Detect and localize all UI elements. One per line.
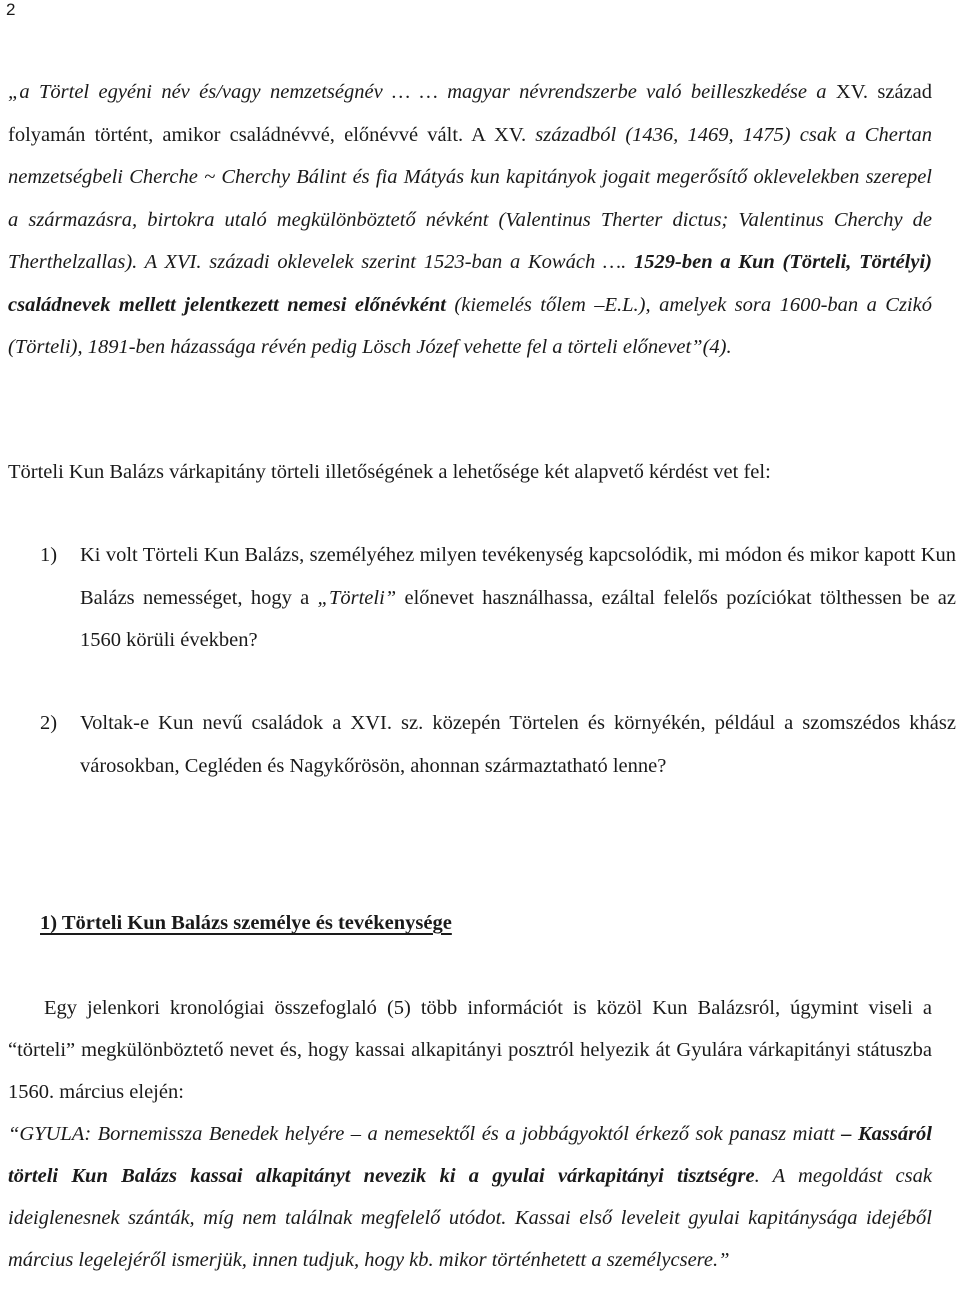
question-1-text <box>80 534 956 662</box>
question-1-text-before: Ki volt Törteli Kun Balázs, személyéhez milyen tevékenység kapcsolódik, mi módon és mikor kapott Kun Balázs nemességet, hogy a <box>80 544 956 609</box>
quote2-bold-text: – Kassáról törteli Kun Balázs kassai alkapitányt nevezik ki a gyulai várkapitányi tisztségre <box>8 1123 932 1187</box>
quote-paragraph-2 <box>8 1113 932 1281</box>
quote2-opening: “GYULA: Bornemissza Benedek helyére – a nemesektől és a jobbágyoktól érkező sok panasz miatt <box>8 1123 842 1145</box>
question-1-text-after: előnevet használhassa, ezáltal felelős pozíciókat tölthessen be az 1560 körüli években? <box>80 586 957 651</box>
question-1-number: 1) <box>40 544 58 566</box>
quote1-upright-text: XV. század folyamán történt, amikor családnévvé, előnévvé vált. A XV. <box>8 81 932 146</box>
quote1-continuation: századból (1436, 1469, 1475) csak a Chertan nemzetségbeli Cherche ~ Cherchy Bálint és fia Mátyás kun kapitányok jogait megerősítő oklevelekben szerepel a származásra, birtokra utaló megkülönböztető névként (Valentinus Therter dictus; Valentinus Cherchy de Therthelzallas). A XVI. századi oklevelek szerint 1523-ban a Kowách …. <box>8 123 932 273</box>
question-1-emphasis: „Törteli” <box>317 586 397 609</box>
quote1-line-1: „a Törtel egyéni név és/vagy nemzetségnév … … magyar névrendszerbe való beilleszkedése a <box>8 81 827 103</box>
intro-paragraph: Törteli Kun Balázs várkapitány törteli illetőségének a lehetősége két alapvető kérdést vet fel: <box>8 461 771 483</box>
quote1-bold-text: 1529-ben a Kun (Törteli, Törtélyi) családnevek mellett jelentkezett nemesi előnévként <box>8 251 932 316</box>
question-2 <box>40 702 956 787</box>
question-2-text: Voltak-e Kun nevű családok a XVI. sz. közepén Törtelen és környékén, például a szomszédos khász városokban, Cegléden és Nagykőrösön, ahonnan származtatható lenne? <box>80 712 956 777</box>
quote-paragraph-1 <box>8 71 932 369</box>
quote1-ending: (kiemelés tőlem –E.L.), amelyek sora 1600-ban a Czikó (Törteli), 1891-ben házassága révén pedig Lösch Józef vehette fel a törteli előnevet”(4). <box>8 293 932 358</box>
page-number: 2 <box>6 0 16 19</box>
question-1 <box>40 534 956 662</box>
body-paragraph-text: Egy jelenkori kronológiai összefoglaló (5) több információt is közöl Kun Balázsról, úgymint viseli a “törteli” megkülönböztető nevet és, hogy kassai alkapitányi posztról helyezik át Gyulára várkapitányi státuszba 1560. március elején: <box>8 997 932 1103</box>
question-2-number: 2) <box>40 712 58 734</box>
section-heading: 1) Törteli Kun Balázs személye és tevékenysége <box>40 912 452 934</box>
body-paragraph <box>8 987 932 1113</box>
quote2-ending: . A megoldást csak ideiglenesnek szánták, míg nem találnak megfelelő utódot. Kassai első leveleit gyulai kapitánysága idejéből március legelejéről ismerjük, innen tudjuk, hogy kb. mikor történhetett a személycsere.” <box>8 1165 932 1271</box>
